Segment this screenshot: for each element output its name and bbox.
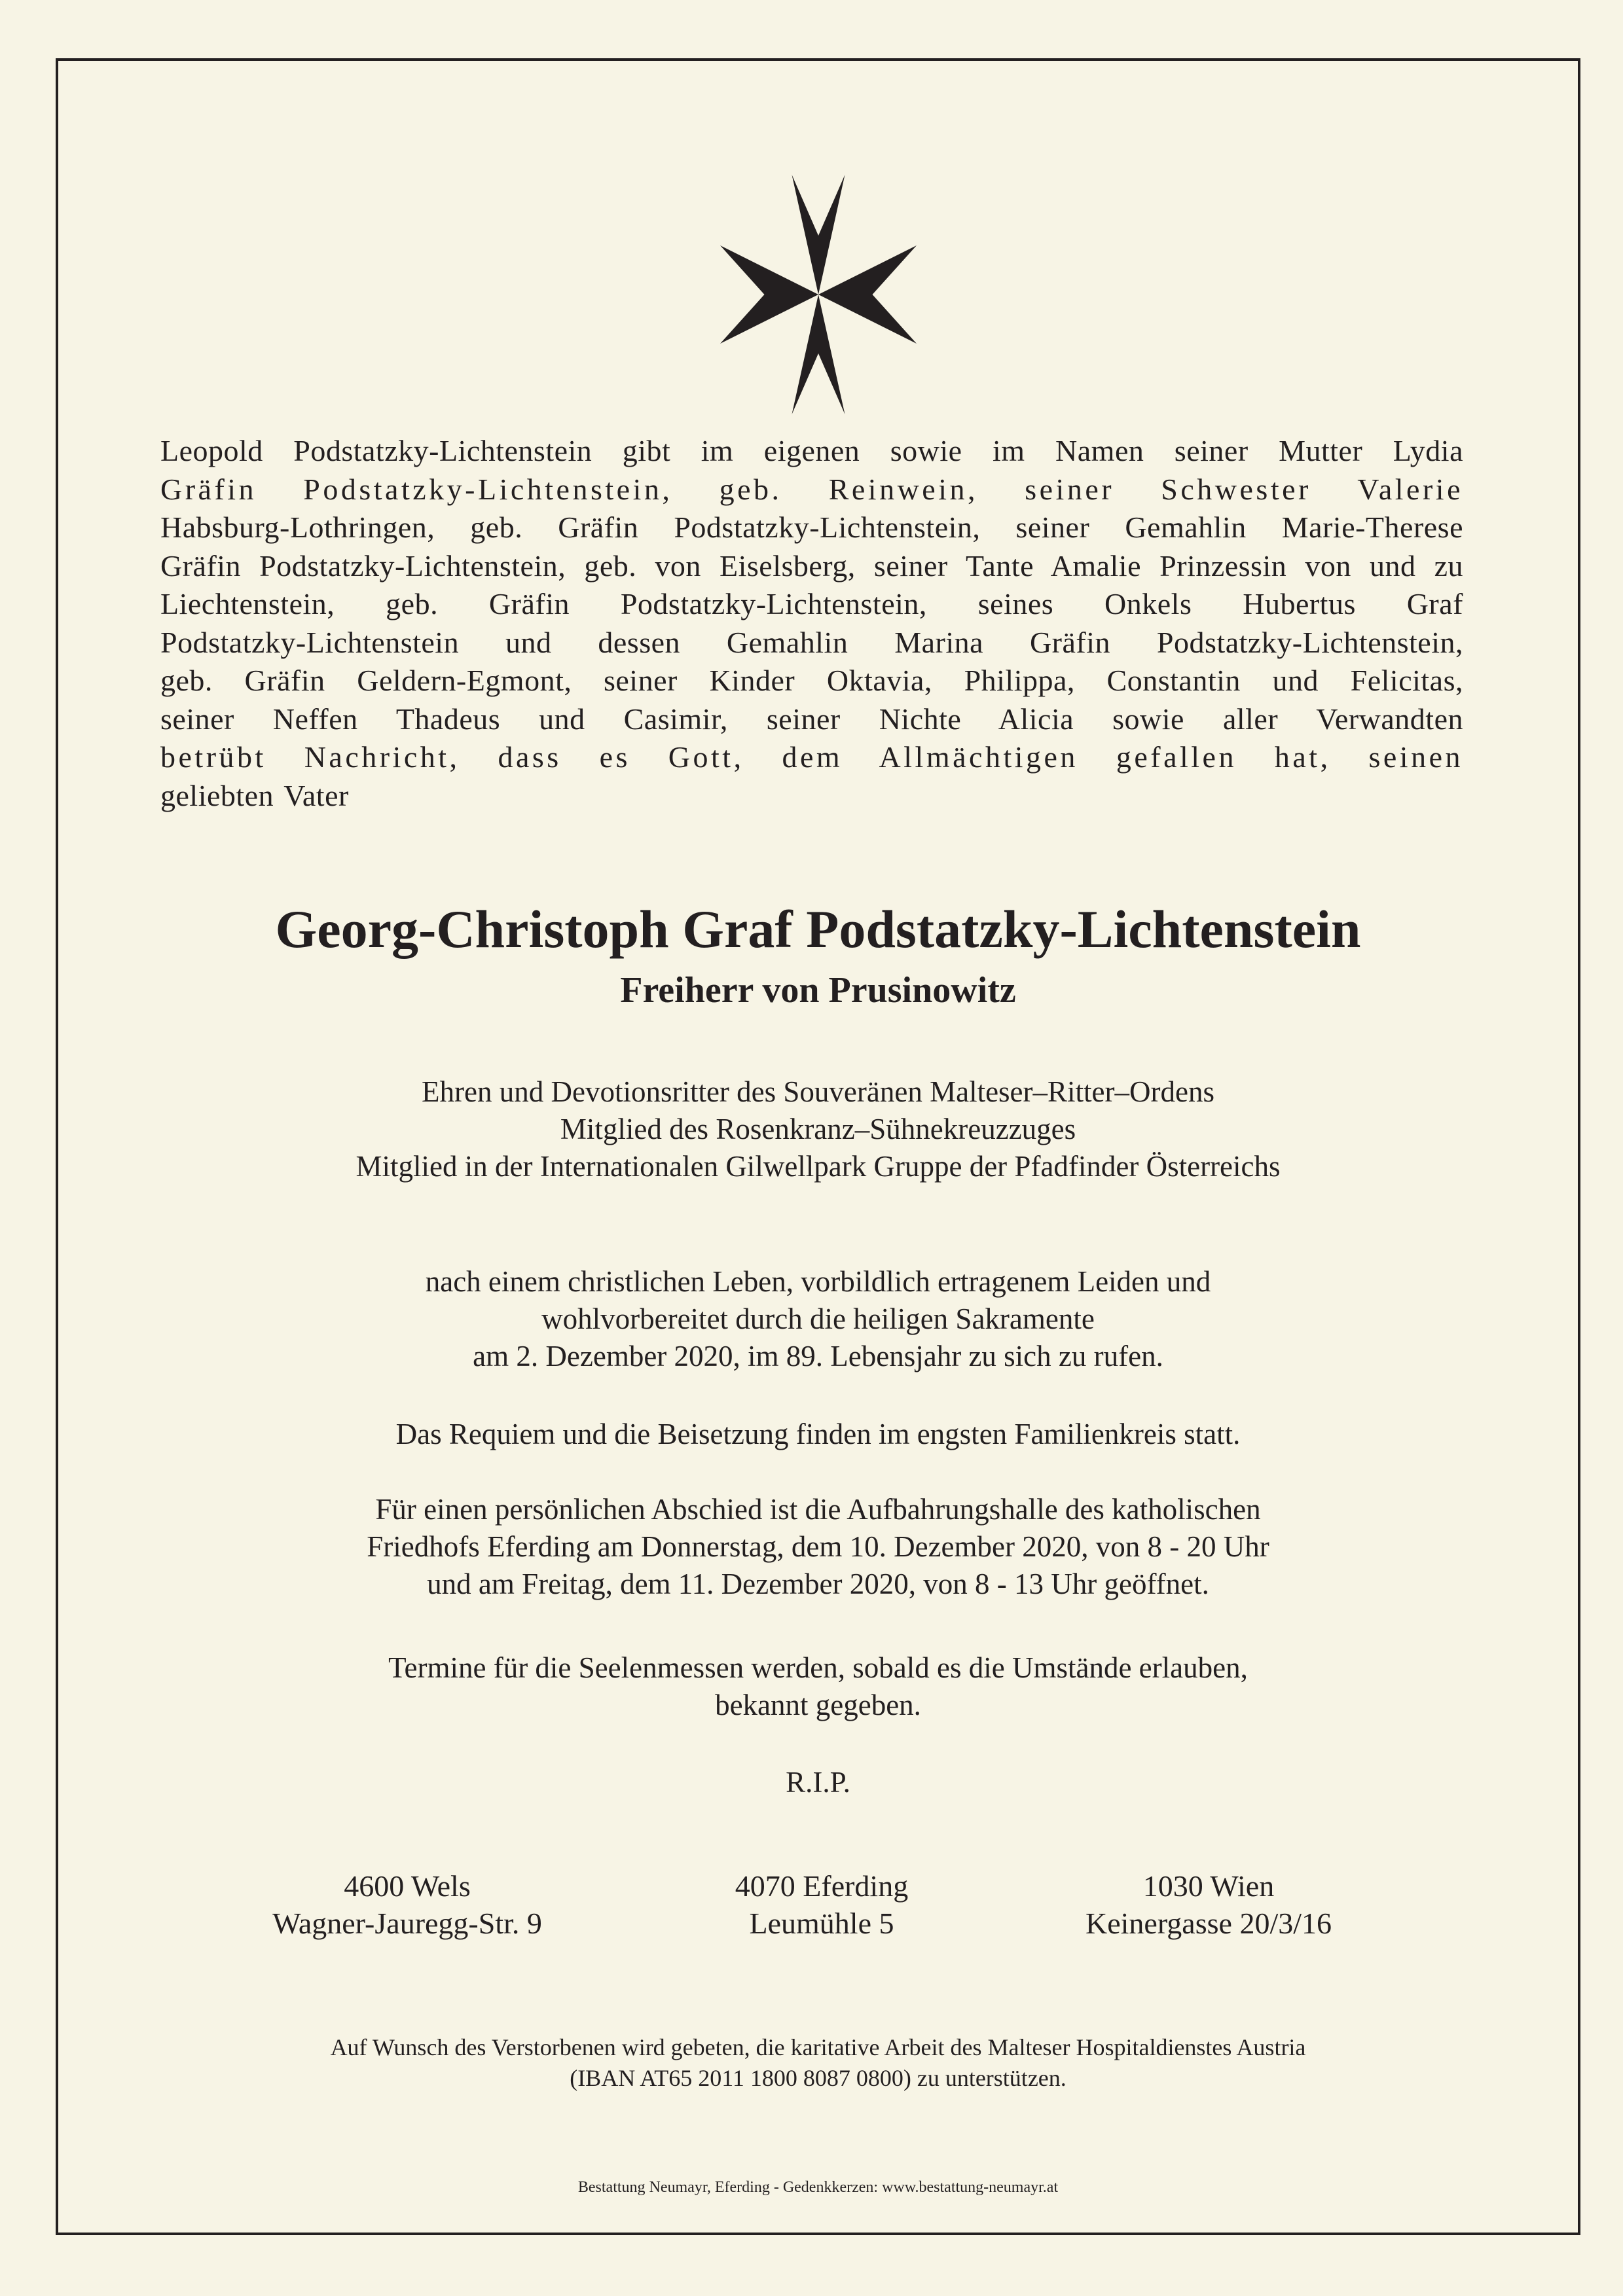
- intro-line: Leopold Podstatzky-Lichtenstein gibt im eigenen sowie im Namen seiner Mutter Lydia: [160, 434, 1463, 467]
- intro-line: Gräfin Podstatzky-Lichtenstein, geb. von Eiselsberg, seiner Tante Amalie Prinzessin von und zu: [160, 548, 1463, 583]
- address-city: 4600 Wels: [344, 1869, 471, 1903]
- address-wien: [1012, 1867, 1405, 1942]
- intro-line: geliebten Vater: [160, 778, 349, 812]
- intro-line: seiner Neffen Thadeus und Casimir, seiner Nichte Alicia sowie aller Verwandten: [160, 702, 1463, 736]
- viewing-line: Friedhofs Eferding am Donnerstag, dem 10. Dezember 2020, von 8 - 20 Uhr: [367, 1530, 1269, 1563]
- passing-line: wohlvorbereitet durch die heiligen Sakramente: [541, 1302, 1095, 1335]
- donation-request: [56, 2032, 1580, 2094]
- intro-line: geb. Gräfin Geldern-Egmont, seiner Kinder Oktavia, Philippa, Constantin und Felicitas,: [160, 664, 1463, 697]
- requiem-notice: Das Requiem und die Beisetzung finden im engsten Familienkreis statt.: [395, 1418, 1241, 1450]
- address-street: Leumühle 5: [749, 1907, 894, 1940]
- passing-line: am 2. Dezember 2020, im 89. Lebensjahr zu sich zu rufen.: [473, 1340, 1163, 1372]
- maltese-cross-icon: [710, 157, 926, 432]
- deceased-name: Georg-Christoph Graf Podstatzky-Lichtenstein: [275, 899, 1361, 959]
- intro-line: Habsburg-Lothringen, geb. Gräfin Podstatzky-Lichtenstein, seiner Gemahlin Marie-Therese: [160, 511, 1463, 544]
- memorial-masses-notice: [56, 1649, 1580, 1724]
- viewing-line: Für einen persönlichen Abschied ist die Aufbahrungshalle des katholischen: [375, 1493, 1261, 1526]
- honor-line: Mitglied des Rosenkranz–Sühnekreuzzuges: [560, 1113, 1076, 1145]
- intro-line: betrübt Nachricht, dass es Gott, dem Allmächtigen gefallen hat, seinen: [160, 740, 1463, 774]
- address-eferding: [625, 1867, 1018, 1942]
- rip-text: R.I.P.: [786, 1766, 850, 1799]
- intro-line: Podstatzky-Lichtenstein und dessen Gemahlin Marina Gräfin Podstatzky-Lichtenstein,: [160, 625, 1463, 659]
- intro-line: Liechtenstein, geb. Gräfin Podstatzky-Lichtenstein, seines Onkels Hubertus Graf: [160, 587, 1463, 620]
- viewing-notice: [56, 1491, 1580, 1603]
- address-city: 1030 Wien: [1142, 1869, 1275, 1903]
- viewing-line: und am Freitag, dem 11. Dezember 2020, von 8 - 13 Uhr geöffnet.: [427, 1568, 1209, 1600]
- honor-line: Ehren und Devotionsritter des Souveränen Malteser–Ritter–Ordens: [422, 1075, 1214, 1108]
- donation-line: (IBAN AT65 2011 1800 8087 0800) zu unterstützen.: [570, 2065, 1067, 2091]
- address-street: Keinergasse 20/3/16: [1085, 1907, 1332, 1940]
- address-city: 4070 Eferding: [735, 1869, 909, 1903]
- address-wels: [211, 1867, 604, 1942]
- masses-line: bekannt gegeben.: [715, 1689, 921, 1721]
- intro-line: Gräfin Podstatzky-Lichtenstein, geb. Reinwein, seiner Schwester Valerie: [160, 472, 1463, 506]
- deceased-title: Freiherr von Prusinowitz: [620, 970, 1016, 1011]
- masses-line: Termine für die Seelenmessen werden, sobald es die Umstände erlauben,: [388, 1651, 1248, 1684]
- passing-line: nach einem christlichen Leben, vorbildlich ertragenem Leiden und: [425, 1265, 1211, 1298]
- honors-list: [56, 1073, 1580, 1185]
- funeral-home-footer: Bestattung Neumayr, Eferding - Gedenkkerzen: www.bestattung-neumayr.at: [577, 2179, 1059, 2196]
- family-announcement-paragraph: [160, 432, 1463, 815]
- address-street: Wagner-Jauregg-Str. 9: [272, 1907, 542, 1940]
- honor-line: Mitglied in der Internationalen Gilwellpark Gruppe der Pfadfinder Österreichs: [356, 1150, 1281, 1183]
- passing-statement: [56, 1263, 1580, 1375]
- donation-line: Auf Wunsch des Verstorbenen wird gebeten, die karitative Arbeit des Malteser Hospitaldienstes Austria: [330, 2034, 1306, 2060]
